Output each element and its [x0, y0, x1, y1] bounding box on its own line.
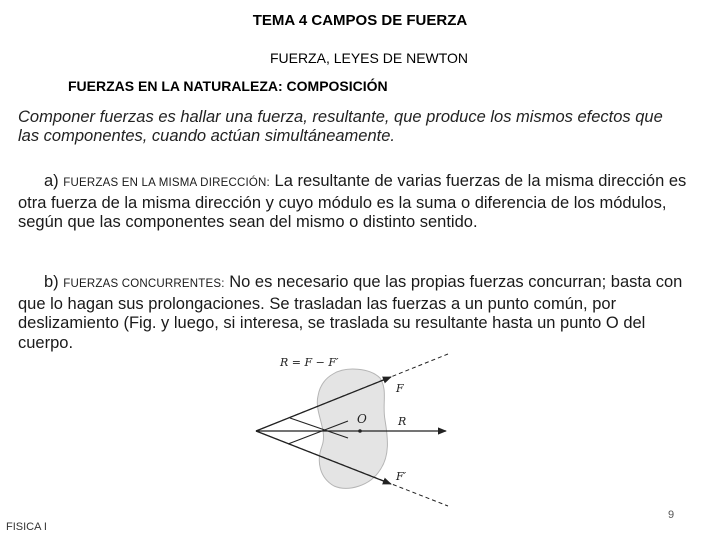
point-O-dot	[358, 429, 362, 433]
item-a-text: La resultante de varias fuerzas de la misma dirección es otra fuerza de la misma dirección y cuyo módulo es la suma o diferencia de los módulos, según que las componentes sean del mismo o distinto sentido.	[18, 172, 687, 231]
slide-subtitle: FUERZA, LEYES DE NEWTON	[269, 50, 469, 66]
label-Fprime: F′	[396, 470, 407, 483]
page-number: 9	[668, 509, 675, 521]
label-O: O	[357, 412, 367, 426]
footer-label: FISICA I	[6, 521, 47, 533]
item-b-marker: b)	[44, 273, 59, 291]
item-b-heading: FUERZAS CONCURRENTES:	[63, 278, 225, 290]
item-a-marker: a)	[44, 172, 59, 190]
label-F: F	[396, 382, 404, 395]
item-a-paragraph	[18, 172, 703, 233]
figure-equation: R = F − F′	[280, 356, 339, 369]
item-b-paragraph	[18, 273, 703, 353]
section-heading: FUERZAS EN LA NATURALEZA: COMPOSICIÓN	[68, 78, 388, 94]
label-R: R	[398, 415, 407, 428]
slide-title: TEMA 4 CAMPOS DE FUERZA	[252, 12, 468, 29]
item-a-heading: FUERZAS EN LA MISMA DIRECCIÓN:	[63, 177, 270, 189]
intro-paragraph: Componer fuerzas es hallar una fuerza, resultante, que produce los mismos efectos que las componentes, cuando actúan simultáneamente.	[18, 108, 663, 145]
force-composition-figure	[248, 346, 456, 510]
item-b-text: No es necesario que las propias fuerzas concurran; basta con que lo hagan sus prolongaciones. Se trasladan las fuerzas a un punto común, por deslizamiento (Fig. y luego, si interesa, se traslada su resultante hasta un punto O del cuerpo.	[18, 273, 683, 352]
